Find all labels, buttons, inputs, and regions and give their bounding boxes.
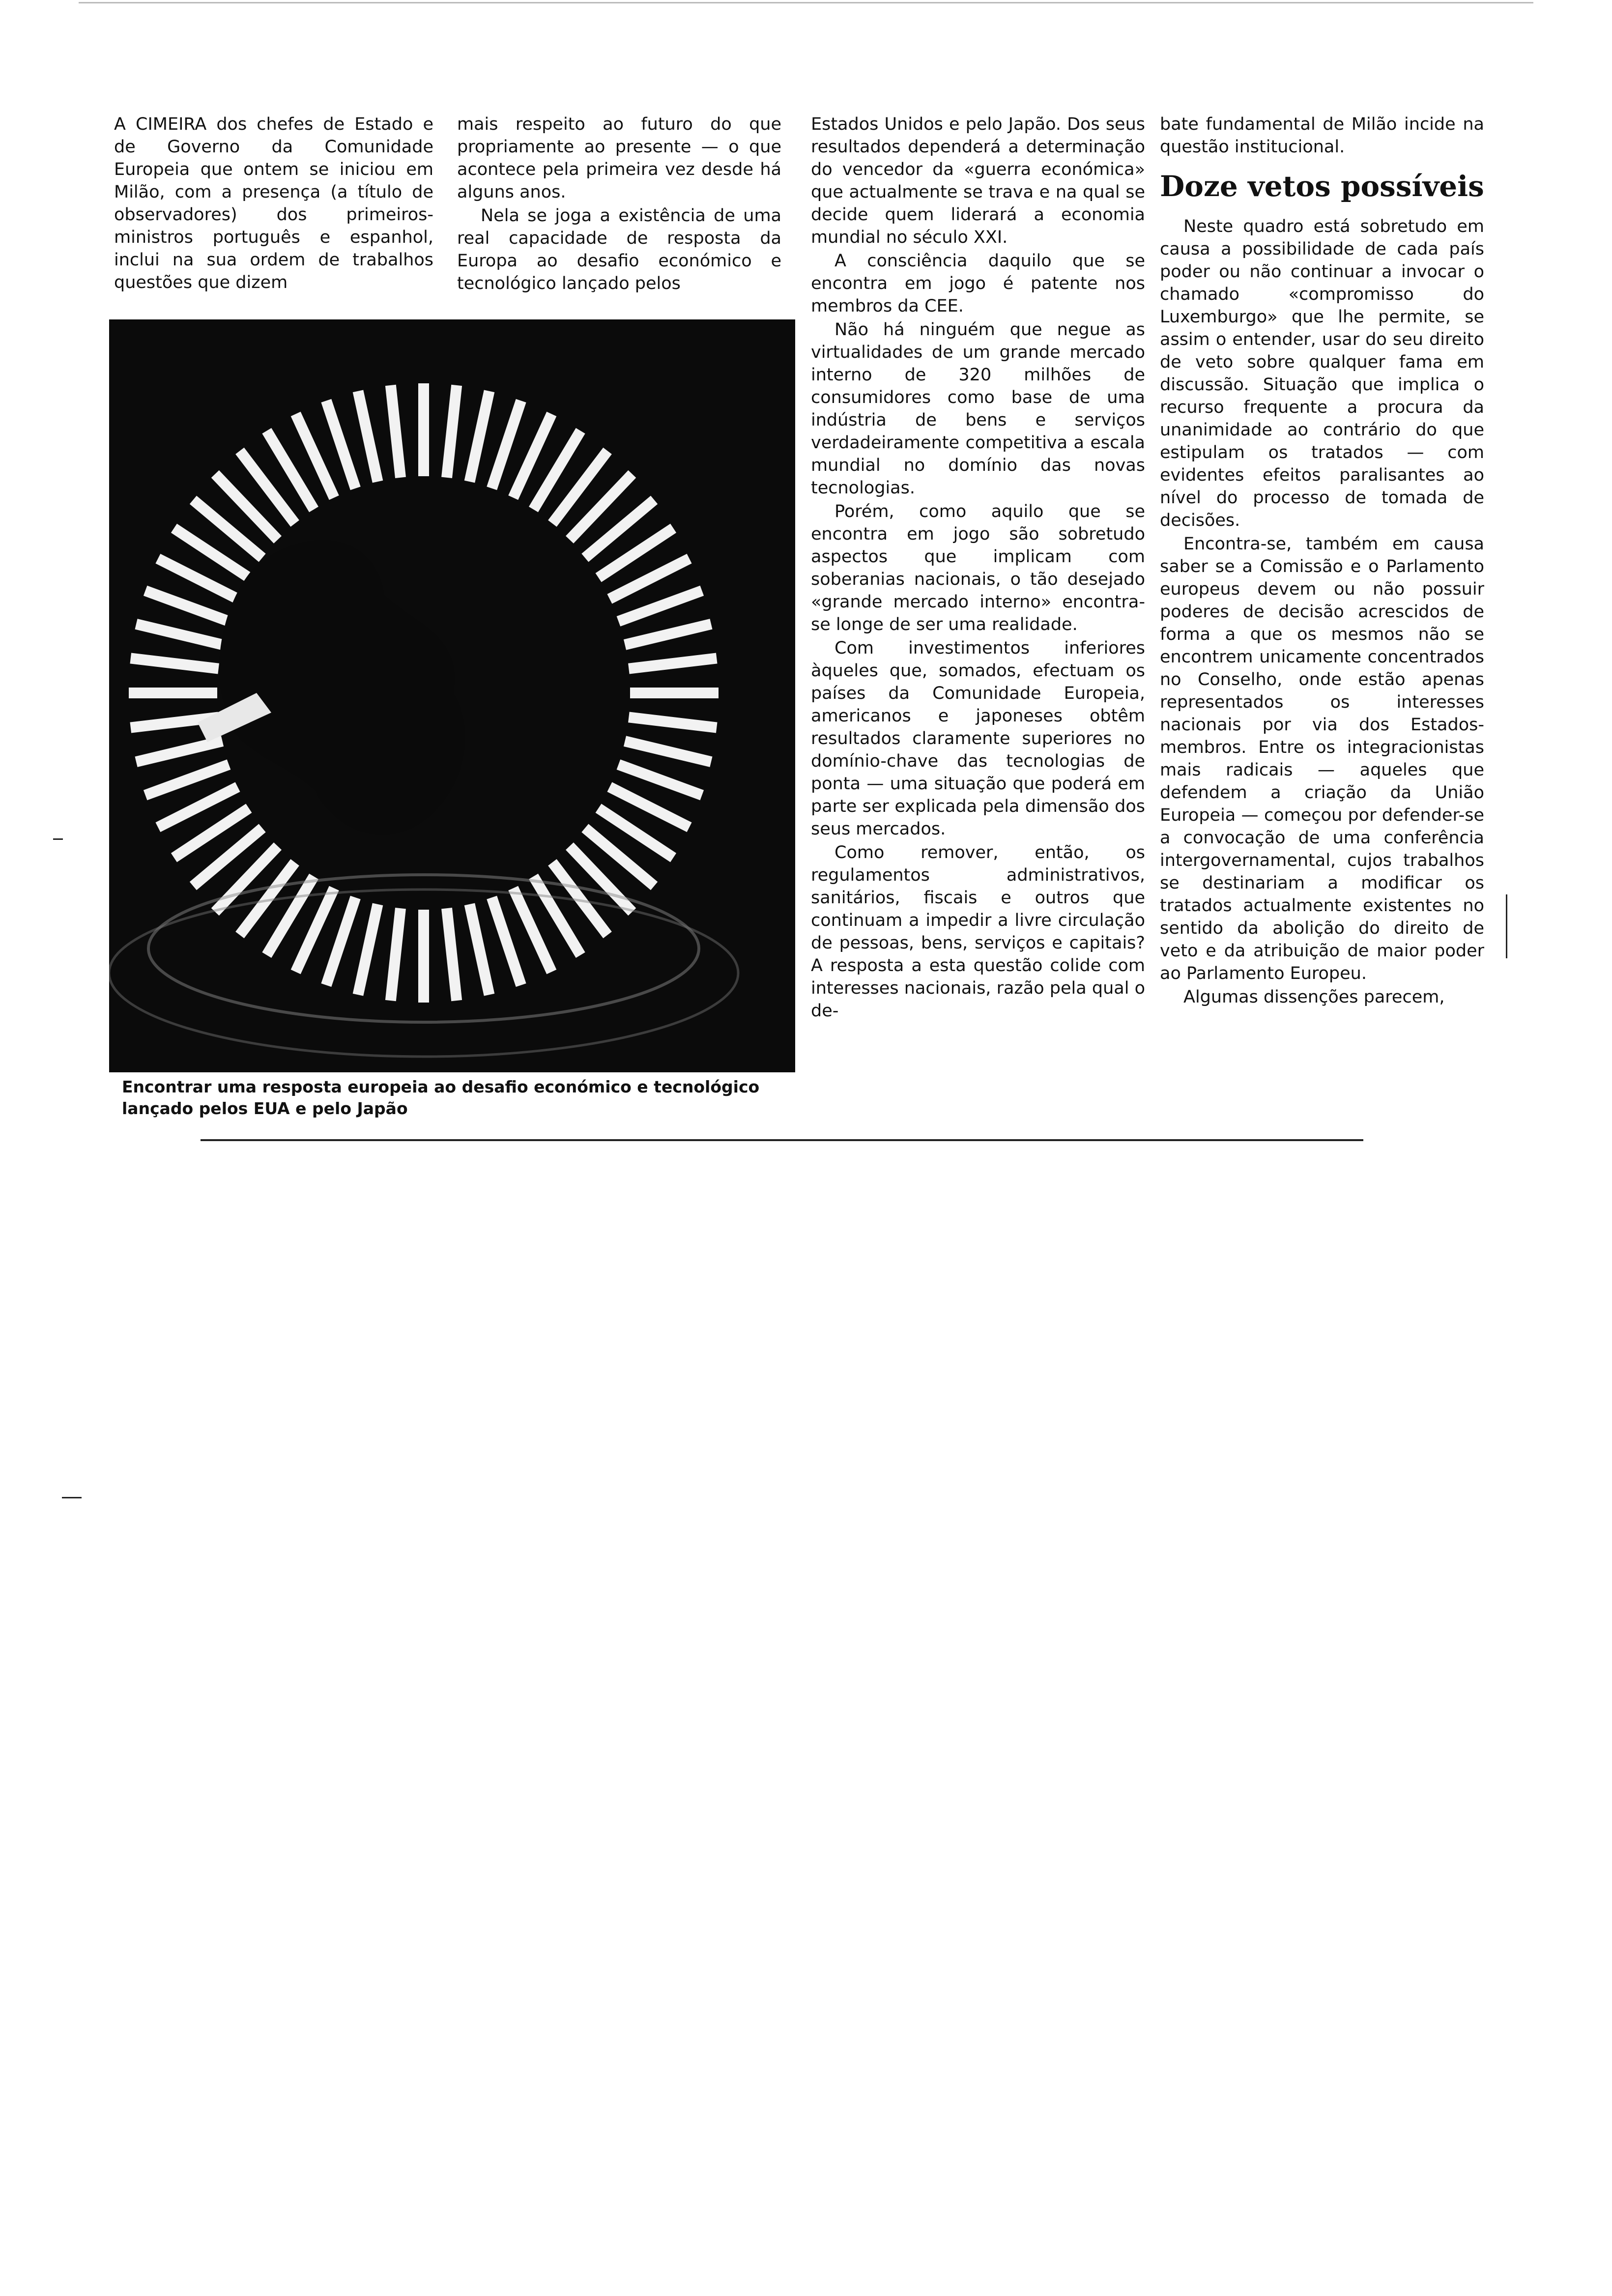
scan-mark: [1506, 894, 1507, 958]
article-paragraph: A CIMEIRA dos chefes de Estado e de Governo da Comunidade Europeia que ontem se iniciou em Milão, com a presença (a título de observadores) dos primeiros-ministros português e espanhol, inclui na sua ordem de trabalhos questões que dizem: [114, 115, 433, 292]
scan-mark: [62, 1497, 82, 1498]
article-paragraph: Encontra-se, também em causa saber se a Comissão e o Parlamento europeus devem ou não possuir poderes de decisão acrescidos de forma a que os mesmos não se encontrem unicamente concentrados no Conselho, onde estão apenas representados os interesses nacionais por via dos Estados-membros. Entre os integracionistas mais radicais — aqueles que defendem a criação da União Europeia — começou por defender-se a convocação de uma conferência intergovernamental, cujos trabalhos se destinariam a modificar os tratados actualmente existentes no sentido da abolição do direito de veto e da atribuição de maior poder ao Parlamento Europeu.: [1160, 534, 1484, 983]
article-column-2: [457, 113, 781, 295]
article-paragraph: Porém, como aquilo que se encontra em jogo são sobretudo aspectos que implicam com soberanias nacionais, o tão desejado «grande mercado interno» encontra-se longe de ser uma realidade.: [811, 502, 1145, 634]
article-paragraph: Não há ninguém que negue as virtualidades de um grande mercado interno de 320 milhões de consumidores como base de uma indústria de bens e serviços verdadeiramente competitiva a escala mundial no domínio das novas tecnologias.: [811, 320, 1145, 498]
article-paragraph: Estados Unidos e pelo Japão. Dos seus resultados dependerá a determinação do vencedor da «guerra económica» que actualmente se trava e na qual se decide quem liderará a economia mundial no século XXI.: [811, 115, 1145, 247]
article-column-4: [1160, 113, 1484, 1008]
article-column-3: [811, 113, 1145, 1022]
top-rule: [79, 2, 1533, 3]
article-paragraph: A consciência daquilo que se encontra em jogo é patente nos membros da CEE.: [811, 251, 1145, 316]
article-paragraph: Nela se joga a existência de uma real capacidade de resposta da Europa ao desafio económico e tecnológico lançado pelos: [457, 206, 781, 293]
photo-caption: Encontrar uma resposta europeia ao desafio económico e tecnológico lançado pelos EUA e pelo Japão: [122, 1077, 760, 1118]
article-paragraph: Algumas dissenções parecem,: [1183, 987, 1445, 1007]
article-paragraph: bate fundamental de Milão incide na questão institucional.: [1160, 115, 1484, 157]
article-paragraph: Com investimentos inferiores àqueles que, somados, efectuam os países da Comunidade Europeia, americanos e japoneses obtêm resultados claramente superiores no domínio-chave das tecnologias de ponta — uma situação que poderá em parte ser explicada pela dimensão dos seus mercados.: [811, 638, 1145, 839]
abstract-ring-image: [109, 319, 795, 1072]
bottom-rule: [201, 1139, 1363, 1141]
article-photo: [109, 319, 795, 1072]
article-column-1: [114, 113, 433, 294]
scan-mark: [53, 838, 63, 840]
article-paragraph: Como remover, então, os regulamentos administrativos, sanitários, fiscais e outros que continuam a impedir a livre circulação de pessoas, bens, serviços e capitais? A resposta a esta questão colide com interesses nacionais, razão pela qual o de-: [811, 843, 1145, 1021]
article-paragraph: Neste quadro está sobretudo em causa a possibilidade de cada país poder ou não continuar a invocar o chamado «compromisso do Luxemburgo» que lhe permite, se assim o entender, usar do seu direito de veto sobre qualquer fama em discussão. Situação que implica o recurso frequente a procura da unanimidade ao contrário do que estipulam os tratados — com evidentes efeitos paralisantes ao nível do processo de tomada de decisões.: [1160, 217, 1484, 530]
section-subheading: Doze vetos possíveis: [1160, 170, 1484, 203]
article-paragraph: mais respeito ao futuro do que propriamente ao presente — o que acontece pela primeira vez desde há alguns anos.: [457, 115, 781, 202]
